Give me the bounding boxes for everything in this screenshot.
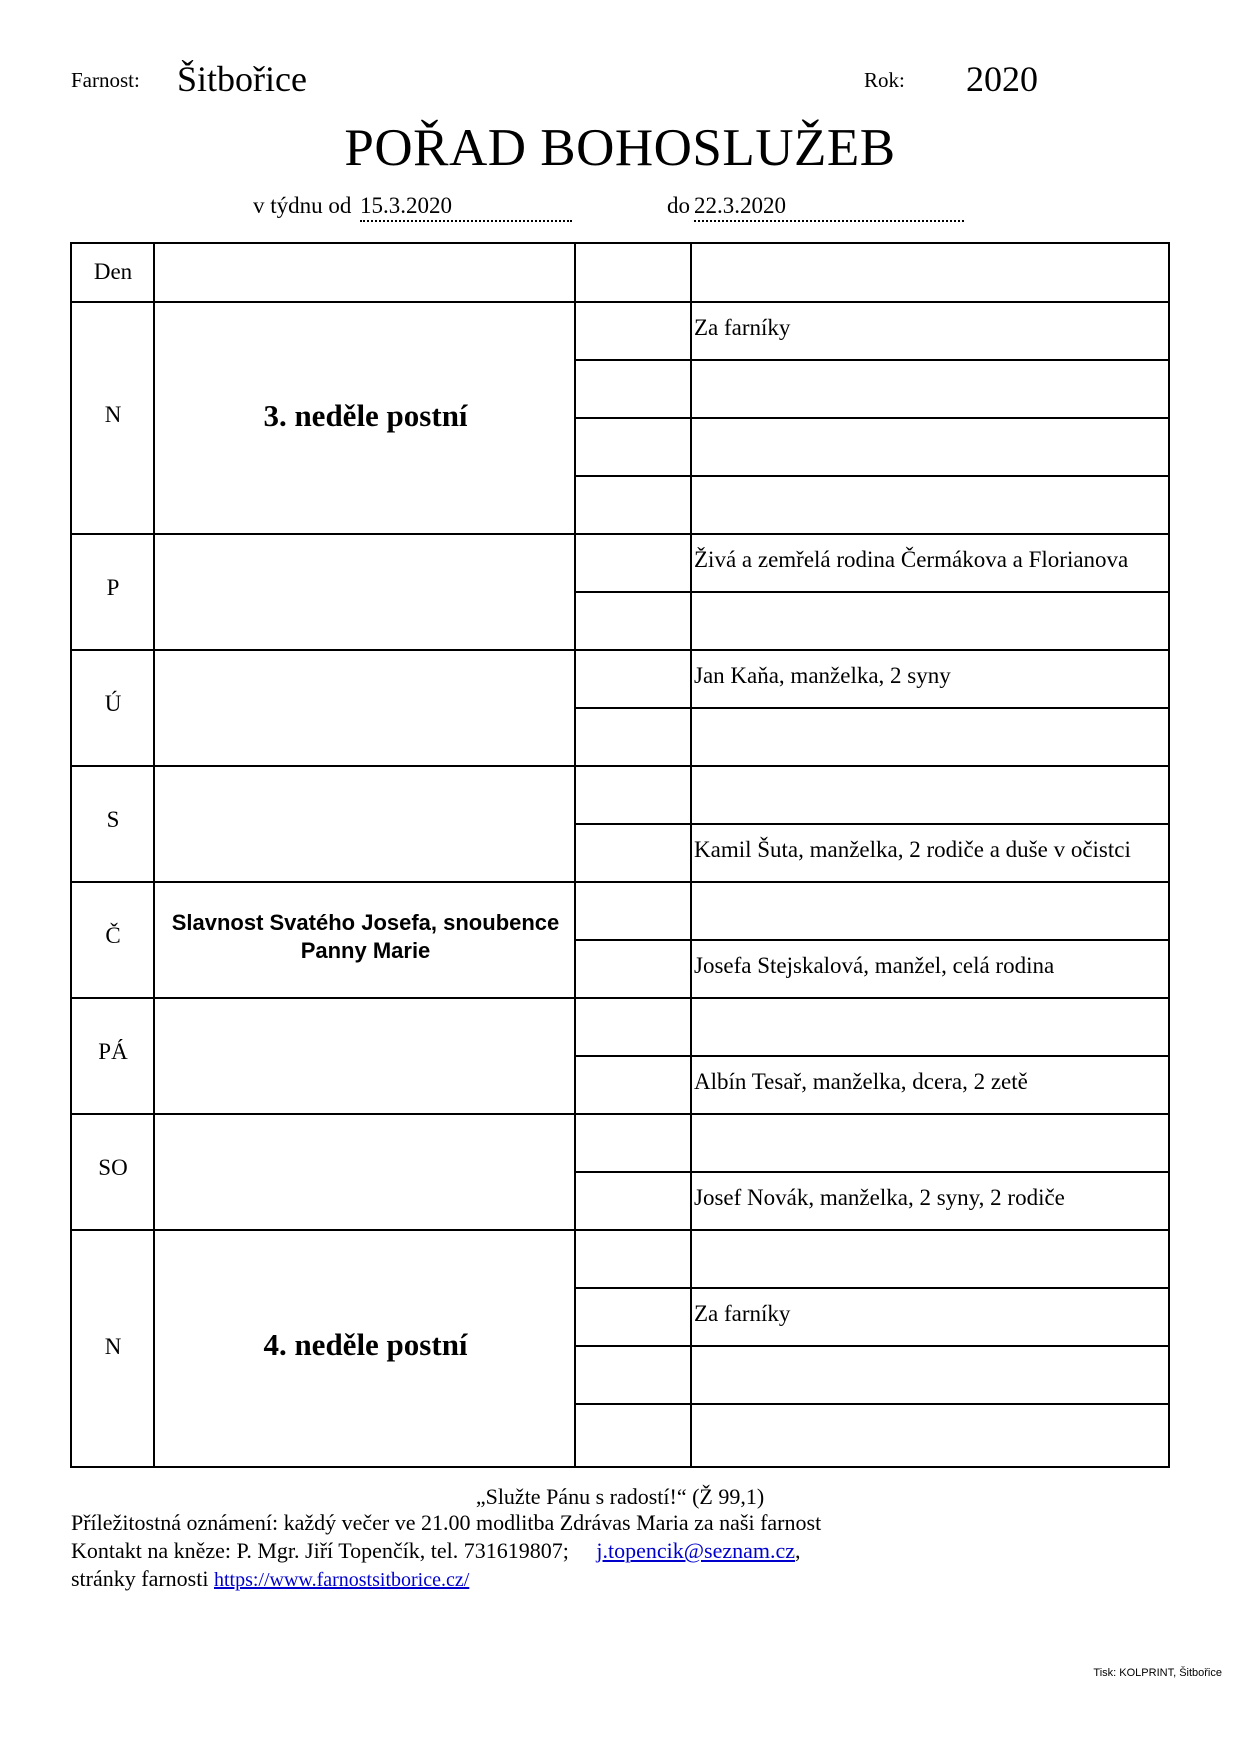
website-link[interactable]: https://www.farnostsitborice.cz/ [213,1569,470,1591]
day-label: N [104,402,122,427]
day-label: Č [105,923,121,948]
day-label: SO [98,1155,128,1180]
table-divider [574,591,1168,593]
contact-text: Kontakt na kněze: P. Mgr. Jiří Topenčík, tel. 731619807; [71,1538,569,1563]
table-divider [574,417,1168,419]
table-divider [72,533,1168,535]
table-divider [72,1229,1168,1231]
table-divider [574,823,1168,825]
contact-suffix: , [795,1538,801,1563]
website-label: stránky farnosti [71,1566,209,1591]
contact-email-link[interactable]: j.topencik@seznam.cz [596,1538,796,1563]
table-divider [72,649,1168,651]
website-line [71,1566,469,1592]
mass-intention: Jan Kaňa, manželka, 2 syny [694,663,951,688]
table-divider [574,707,1168,709]
mass-intention: Josefa Stejskalová, manžel, celá rodina [694,953,1055,978]
mass-intention: Albín Tesař, manželka, dcera, 2 zetě [694,1069,1028,1094]
parish-label: Farnost: [71,68,140,92]
table-divider [574,359,1168,361]
motto: „Služte Pánu s radostí!“ (Ž 99,1) [475,1484,765,1509]
mass-intention: Živá a zemřelá rodina Čermákova a Florianova [694,547,1129,572]
schedule-table [70,242,1170,1468]
table-divider [72,1113,1168,1115]
table-divider [72,301,1168,303]
mass-intention: Za farníky [694,315,791,340]
print-note: Tisk: KOLPRINT, Šitbořice [1093,1667,1222,1679]
table-divider [72,997,1168,999]
week-from-date: 15.3.2020 [360,193,572,222]
table-divider [574,939,1168,941]
table-divider [574,1055,1168,1057]
table-divider [574,1287,1168,1289]
day-label: Ú [104,691,122,716]
week-to-label: do [667,193,690,218]
table-divider [574,1171,1168,1173]
day-label: N [104,1334,122,1359]
feast-name: 4. neděle postní [263,1327,468,1362]
mass-intention: Kamil Šuta, manželka, 2 rodiče a duše v očistci [694,837,1131,862]
week-from-label: v týdnu od [253,193,352,218]
mass-intention: Za farníky [694,1301,791,1326]
feast-name-line1: Slavnost Svatého Josefa, snoubence [171,910,560,935]
year-value: 2020 [966,59,1038,99]
table-divider [574,475,1168,477]
feast-name: 3. neděle postní [263,398,468,433]
mass-intention: Josef Novák, manželka, 2 syny, 2 rodiče [694,1185,1065,1210]
table-divider [690,244,692,1466]
table-divider [574,1403,1168,1405]
page-title: POŘAD BOHOSLUŽEB [344,119,896,177]
contact-line [71,1538,801,1564]
day-label: P [106,575,120,600]
table-divider [72,881,1168,883]
column-header-day: Den [93,259,133,284]
day-label: PÁ [98,1039,128,1064]
table-divider [574,1345,1168,1347]
feast-name-line2: Panny Marie [300,938,431,963]
week-to-date: 22.3.2020 [694,193,964,222]
announcement: Příležitostná oznámení: každý večer ve 21.00 modlitba Zdrávas Maria za naši farnost [71,1510,822,1535]
year-label: Rok: [864,68,905,92]
parish-name: Šitbořice [177,59,307,99]
table-divider [72,765,1168,767]
day-label: S [106,807,120,832]
